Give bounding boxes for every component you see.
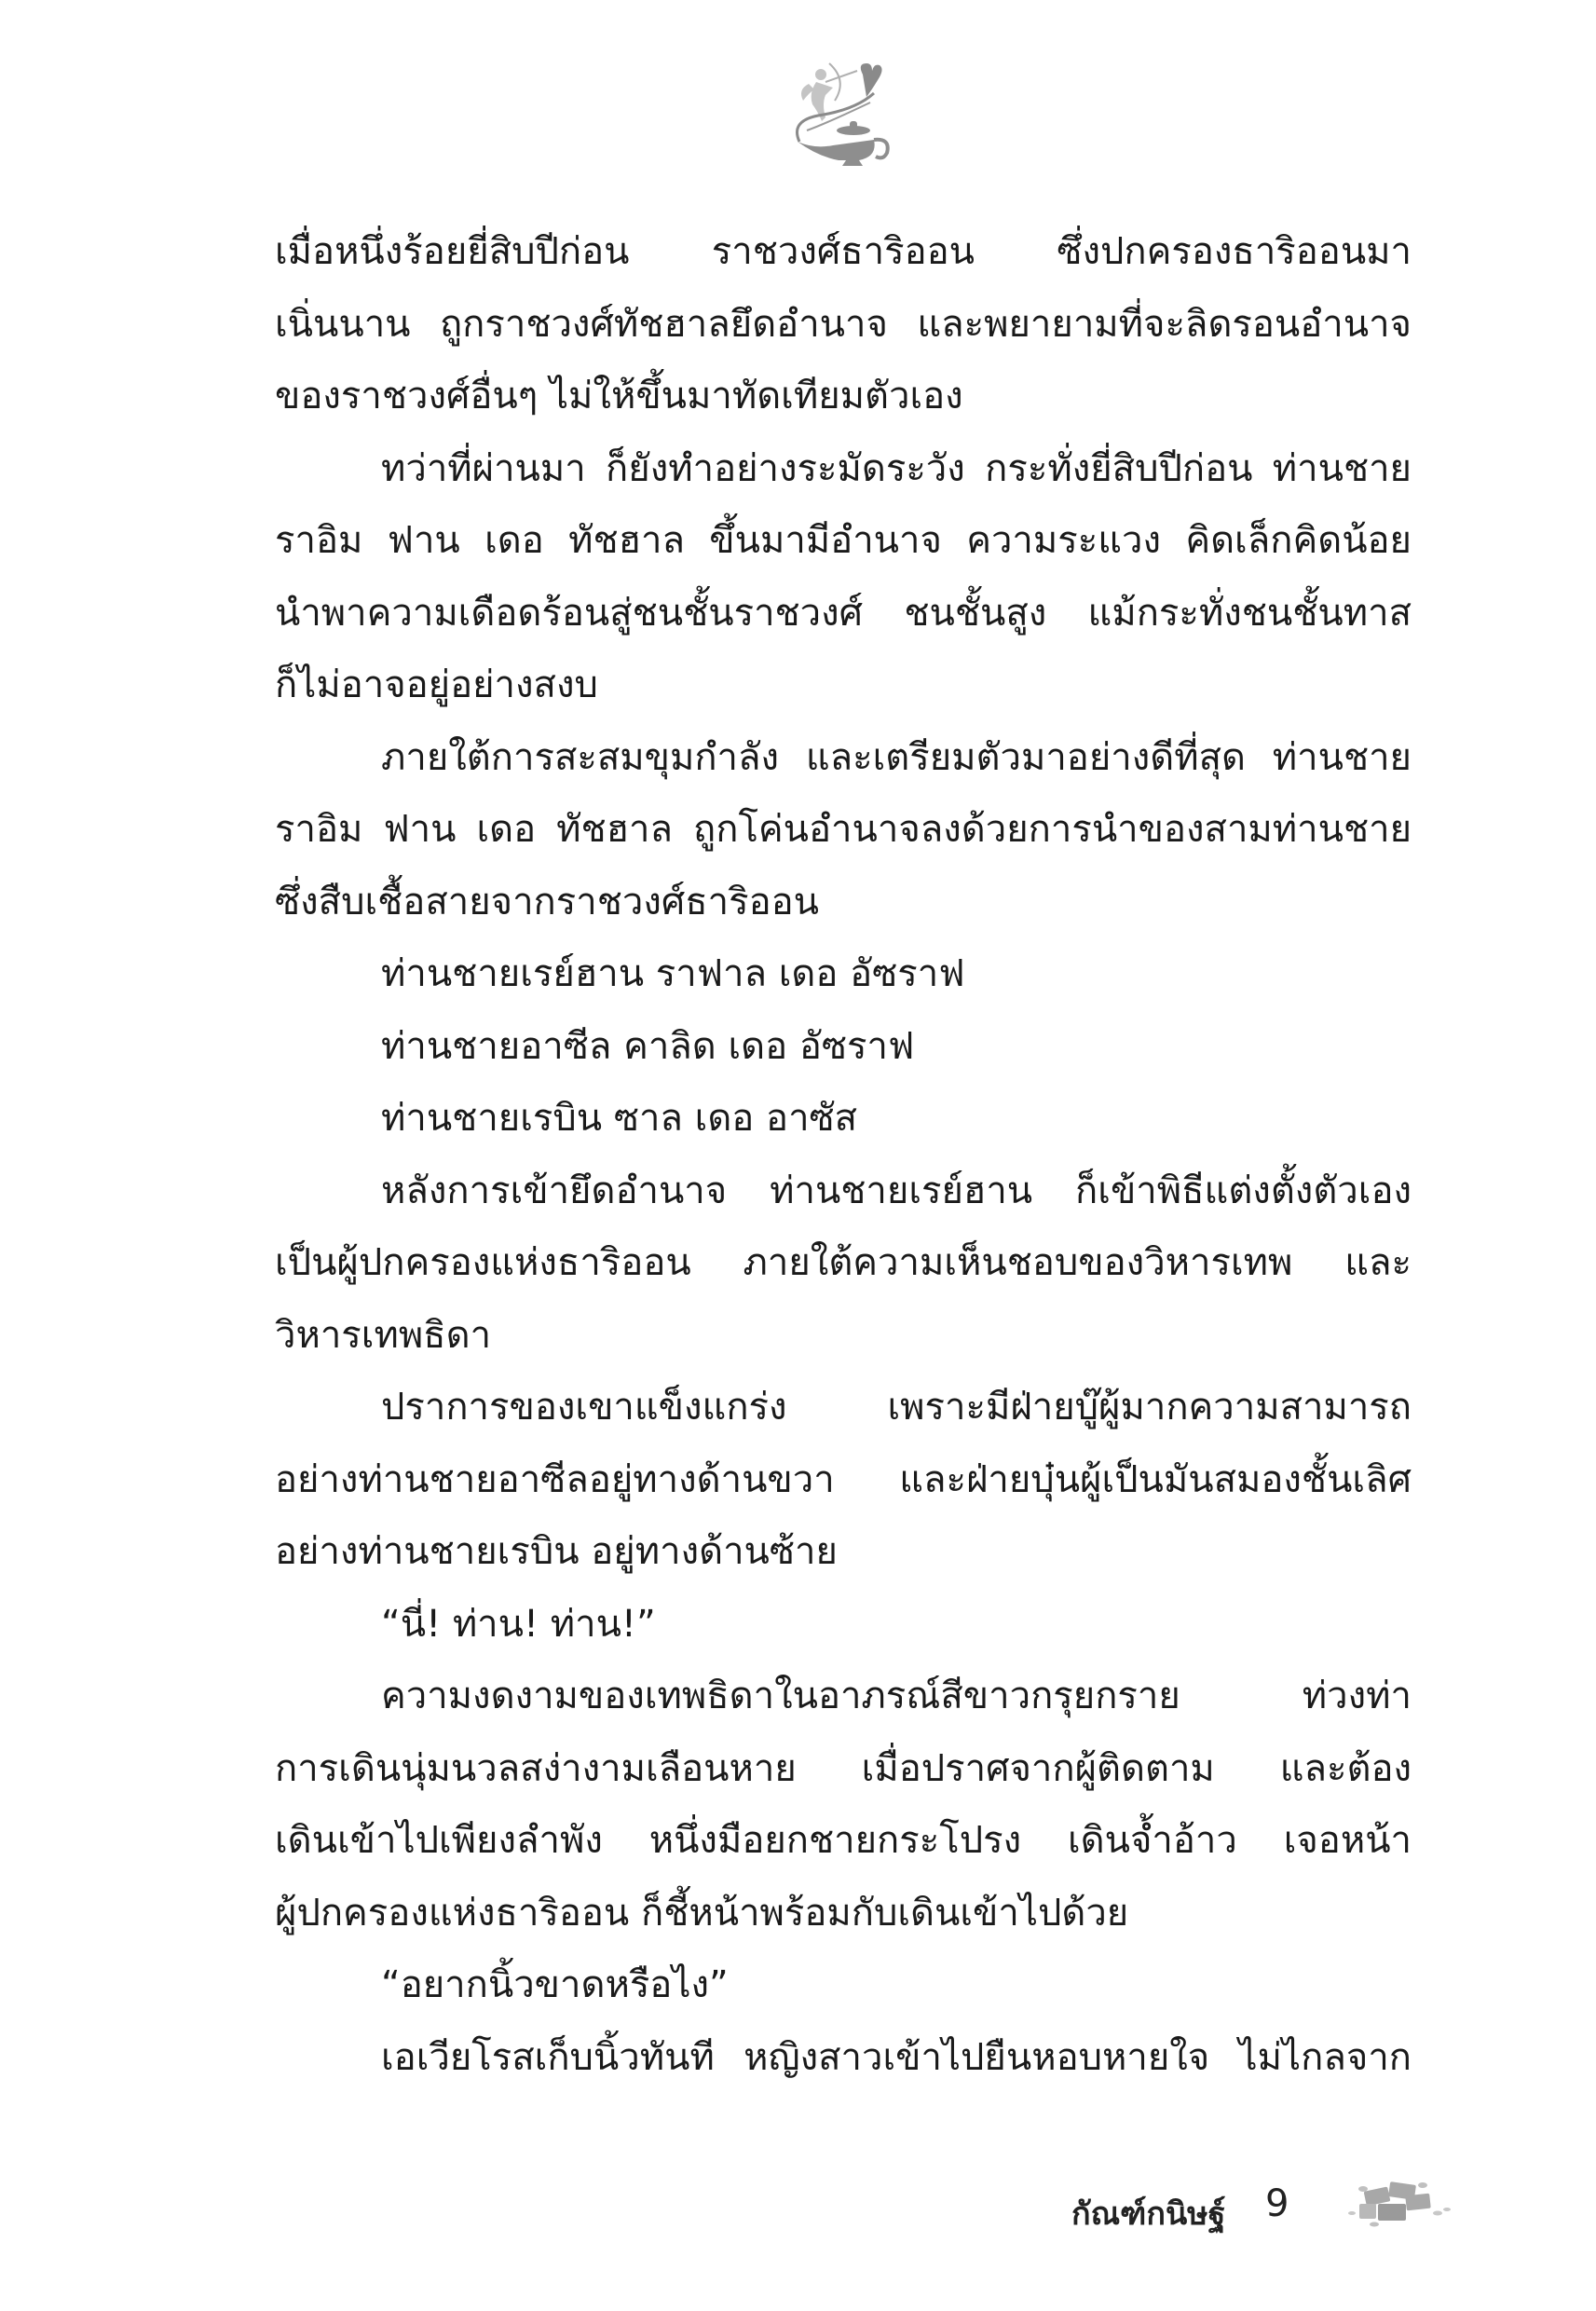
text-line: ผู้ปกครองแห่งธาริออน ก็ชี้หน้าพร้อมกับเดินเข้าไปด้วย [275,1891,1129,1935]
text-line: ของราชวงศ์อื่นๆ ไม่ให้ขึ้นมาทัดเทียมตัวเอง [275,375,963,417]
text-line: ภายใต้การสะสมขุมกำลัง และเตรียมตัวมาอย่างดีที่สุด ท่านชาย [381,735,1412,779]
text-line: “อยากนิ้วขาดหรือไง” [381,1963,729,2006]
body-text [275,216,1412,2094]
text-line: ราอิม ฟาน เดอ ทัชฮาล ขึ้นมามีอำนาจ ความระแวง คิดเล็กคิดน้อย [275,519,1412,562]
text-line: เนิ่นนาน ถูกราชวงศ์ทัชฮาลยึดอำนาจ และพยายามที่จะลิดรอนอำนาจ [275,302,1412,346]
text-line: อย่างท่านชายอาซีลอยู่ทางด้านขวา และฝ่ายบุ๋นผู้เป็นมันสมองชั้นเลิศ [275,1457,1412,1501]
text-line: เป็นผู้ปกครองแห่งธาริออน ภายใต้ความเห็นชอบของวิหารเทพ และ [275,1241,1412,1284]
text-line: ความงดงามของเทพธิดาในอาภรณ์สีขาวกรุยกราย ท่วงท่า [381,1675,1412,1717]
text-line: “นี่! ท่าน! ท่าน!” [381,1602,656,1646]
text-line: วิหารเทพธิดา [275,1313,492,1357]
text-line: ราอิม ฟาน เดอ ทัชฮาล ถูกโค่นอำนาจลงด้วยการนำของสามท่านชาย [275,808,1412,851]
text-line: เอเวียโรสเก็บนิ้วทันที หญิงสาวเข้าไปยืนหอบหายใจ ไม่ไกลจาก [381,2035,1412,2079]
money-pile-icon [1337,2176,1458,2232]
text-line: การเดินนุ่มนวลสง่างามเลือนหาย เมื่อปราศจากผู้ติดตาม และต้อง [275,1746,1412,1790]
text-line: ท่านชายเรบิน ซาล เดอ อาซัส [381,1097,858,1140]
genie-lamp-cupid-icon [781,56,893,168]
text-line: ท่านชายอาซีล คาลิด เดอ อัซราฟ [381,1024,915,1068]
text-line: ซึ่งสืบเชื้อสายจากราชวงศ์ธาริออน [275,880,819,923]
text-line: ท่านชายเรย์ฮาน ราฟาล เดอ อัซราฟ [381,952,965,995]
book-title: กัณฑ์กนิษฐ์ [1071,2195,1226,2233]
text-line: ปราการของเขาแข็งแกร่ง เพราะมีฝ่ายบู๊ผู้มากความสามารถ [381,1386,1412,1429]
text-line: ทว่าที่ผ่านมา ก็ยังทำอย่างระมัดระวัง กระทั่งยี่สิบปีก่อน ท่านชาย [381,446,1412,490]
text-line: นำพาความเดือดร้อนสู่ชนชั้นราชวงศ์ ชนชั้นสูง แม้กระทั่งชนชั้นทาส [275,591,1412,635]
text-line: เมื่อหนึ่งร้อยยี่สิบปีก่อน ราชวงศ์ธาริออน ซึ่งปกครองธาริออนมา [275,230,1412,273]
text-line: เดินเข้าไปเพียงลำพัง หนึ่งมือยกชายกระโปรง เดินจ้ำอ้าว เจอหน้า [275,1819,1412,1862]
text-line: หลังการเข้ายึดอำนาจ ท่านชายเรย์ฮาน ก็เข้าพิธีแต่งตั้งตัวเอง [381,1169,1412,1212]
text-line: อย่างท่านชายเรบิน อยู่ทางด้านซ้าย [275,1530,838,1573]
text-line: ก็ไม่อาจอยู่อย่างสงบ [275,663,598,706]
page-number: 9 [1265,2182,1289,2225]
